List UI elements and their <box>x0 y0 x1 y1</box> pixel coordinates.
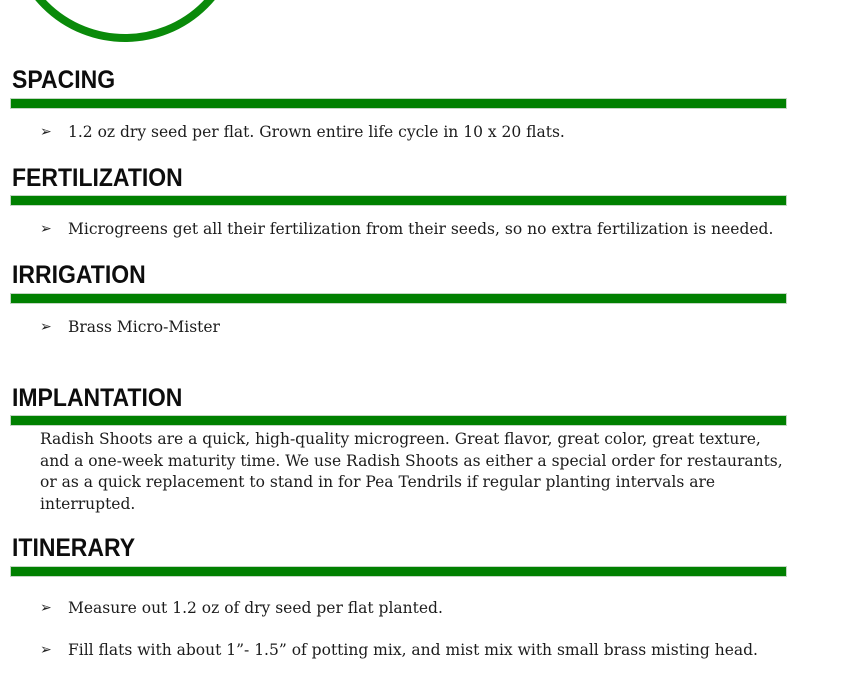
section-title: IMPLANTATION <box>12 383 183 412</box>
section-divider-bar <box>10 566 787 577</box>
list-item-text: 1.2 oz dry seed per flat. Grown entire life cycle in 10 x 20 flats. <box>68 122 565 141</box>
section-title: SPACING <box>12 66 116 94</box>
section-spacing <box>10 67 787 143</box>
section-paragraph: Radish Shoots are a quick, high-quality microgreen. Great flavor, great color, great texture, and a one-week maturity time. We use Radish Shoots as either a special order for restaurants, or as a quick replacement to stand in for Pea Tendrils if regular planting intervals are interrupted. <box>40 430 783 513</box>
arrow-bullet-icon: ➢ <box>40 221 52 237</box>
section-fertilization <box>10 165 787 241</box>
list-item <box>40 598 787 619</box>
list-item-text: Brass Micro-Mister <box>68 317 220 336</box>
list-item <box>40 219 787 240</box>
section-title: IRRIGATION <box>12 261 146 289</box>
section-itinerary <box>10 535 787 661</box>
bullet-list <box>10 219 787 240</box>
section-irrigation <box>10 262 787 338</box>
section-divider-bar <box>10 293 787 304</box>
bullet-list <box>10 122 787 143</box>
arrow-bullet-icon: ➢ <box>40 123 52 140</box>
arrow-bullet-icon: ➢ <box>40 599 52 616</box>
section-title: FERTILIZATION <box>12 163 183 192</box>
list-item-text: Fill flats with about 1”- 1.5” of potting mix, and mist mix with small brass misting head. <box>68 640 758 659</box>
arrow-bullet-icon: ➢ <box>40 318 52 335</box>
bullet-list <box>10 598 787 661</box>
section-divider-bar <box>10 415 787 426</box>
list-item <box>40 640 787 661</box>
section-title: ITINERARY <box>12 534 136 562</box>
list-item <box>40 317 787 338</box>
list-item-text: Microgreens get all their fertilization from their seeds, so no extra fertilization is needed. <box>68 220 774 238</box>
arrow-bullet-icon: ➢ <box>40 641 52 658</box>
bullet-list <box>10 317 787 338</box>
section-divider-bar <box>10 98 787 109</box>
section-implantation <box>10 385 787 516</box>
list-item <box>40 122 787 143</box>
list-item-text: Measure out 1.2 oz of dry seed per flat planted. <box>68 598 443 617</box>
section-divider-bar <box>10 195 787 206</box>
